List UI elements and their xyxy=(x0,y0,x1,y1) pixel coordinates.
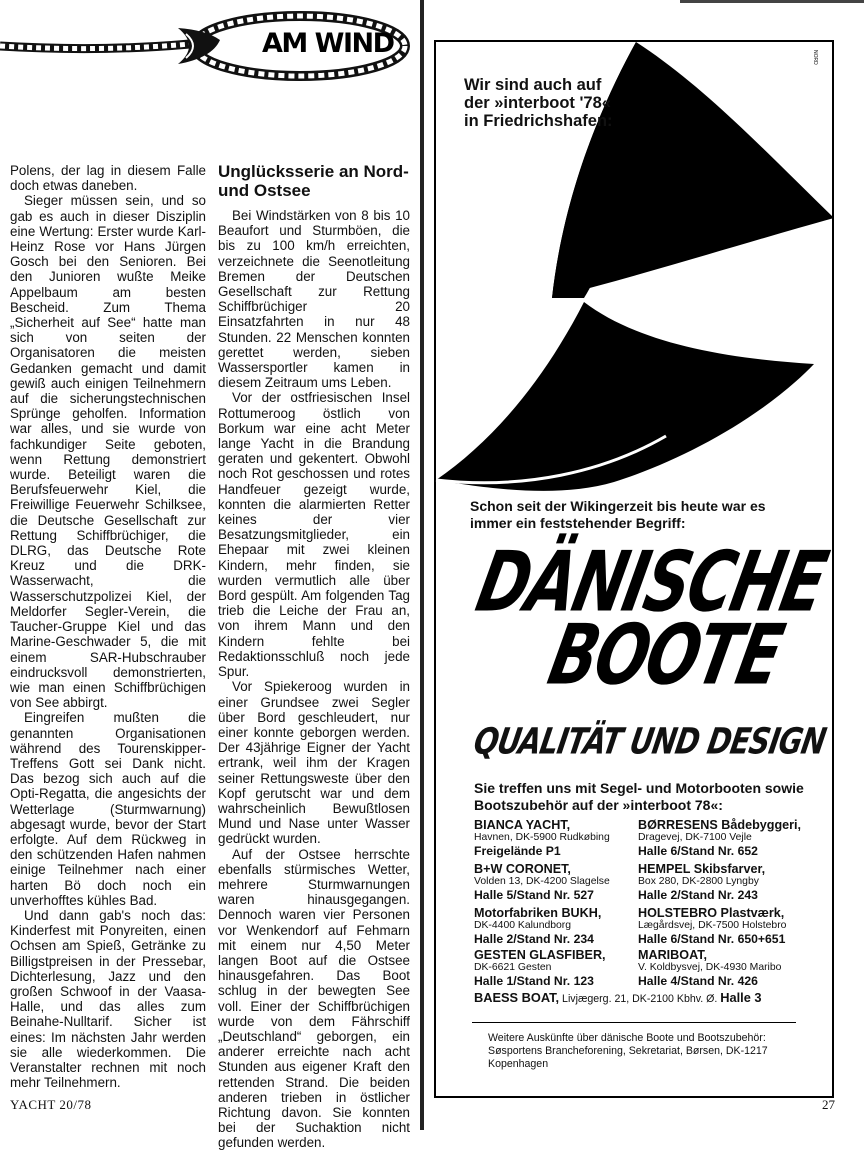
dealer-stand: Halle 2/Stand Nr. 234 xyxy=(474,931,594,946)
dealer-entry xyxy=(474,948,636,988)
dealer-name: GESTEN GLASFIBER, xyxy=(474,948,606,962)
dealer-name: HOLSTEBRO Plastværk, xyxy=(638,906,785,920)
dealer-entry xyxy=(474,862,636,902)
dealer-name: BIANCA YACHT, xyxy=(474,818,571,832)
tagline: QUALITÄT UND DESIGN xyxy=(470,721,829,763)
article-column-2 xyxy=(218,208,410,1151)
dealer-address: Box 280, DK-2800 Lyngby xyxy=(638,876,759,887)
dealer-address: Havnen, DK-5900 Rudkøbing xyxy=(474,832,610,843)
dealer-entry xyxy=(638,862,808,902)
magazine-issue: YACHT 20/78 xyxy=(10,1097,92,1112)
dealer-entry xyxy=(474,818,634,858)
dealer-address: Volden 13, DK-4200 Slagelse xyxy=(474,876,610,887)
ad-headline: Wir sind auch auf der »interboot '78« in Friedrichshafen: xyxy=(464,76,613,130)
dealer-entry xyxy=(474,906,636,946)
dealer-stand: Freigelände P1 xyxy=(474,843,561,858)
paragraph: Auf der Ostsee herrschte ebenfalls stürmisches Wetter, mehrere Sturmwarnungen waren hinausgegangen. Dennoch waren vier Personen vor Wenkendorf auf Fehmarn mit einem nur 4,50 Meter langen Boot auf die Ostsee hinausgefahren. Das Boot schlug in der bewegten See voll. Einer der Schiffbrüchigen wurde von dem Fährschiff „Deutschland“ geborgen, ein anderer erreichte nach acht Stunden aus eigener Kraft den rettenden Strand. Die beiden anderen trieben in östlicher Richtung davon. Sie konnten bei der Suchaktion nicht gefunden werden. xyxy=(218,846,410,1151)
dealer-entry xyxy=(638,818,808,858)
dealer-address: DK-4400 Kalundborg xyxy=(474,920,572,931)
dealer-address: DK-6621 Gesten xyxy=(474,962,552,973)
dealer-address: Lægårdsvej, DK-7500 Holstebro xyxy=(638,920,787,931)
column-divider xyxy=(420,0,424,1130)
article-column-1 xyxy=(10,163,206,1090)
paragraph: Eingreifen mußten die genannten Organisationen während des Tourenskipper-Treffens Gott sei Dank nicht. Das bezog sich auch auf die Opti-Regatta, die angesichts der Wetterlage (Sturmwarnung) abgesagt wurde, bevor der Start erfolgte. Auf dem Rückweg in den schützenden Hafen nahmen einige Teilnehmer nach einer harten Bö doch noch ein unverhofftes kühles Bad. xyxy=(10,710,206,908)
dealer-entry-baess xyxy=(474,990,762,1005)
paragraph: Bei Windstärken von 8 bis 10 Beaufort und Sturmböen, die bis zu 100 km/h erreichten, verzeichnete die Seenotleitung Bremen der Deutschen Gesellschaft zur Rettung Schiffbrüchiger 20 Einsatzfahrten in nur 48 Stunden. 22 Menschen konnten gerettet werden, sieben Wassersportler kamen in diesem Zeitraum ums Leben. xyxy=(218,208,410,391)
section-title: AM WIND xyxy=(262,28,394,59)
dealer-stand: Halle 4/Stand Nr. 426 xyxy=(638,973,758,988)
paragraph: Und dann gab's noch das: Kinderfest mit Ponyreiten, einen Ochsen am Spieß, Getränke zu Billigstpreisen in der Pressebar, Dichterlesung, Jazz und den großen Schwoof in der Vaasa-Halle, und das alles zum Beinahe-Nulltarif. Sicher ist eines: Im nächsten Jahr werden sie alle wiederkommen. Die Veranstalter rechnen mit noch mehr Teilnehmern. xyxy=(10,907,206,1091)
paragraph: Vor der ostfriesischen Insel Rottumeroog östlich von Borkum war eine acht Meter lange Yacht in die Brandung geraten und gekentert. Obwohl noch Rot geschossen und rotes Handfeuer gezeigt wurde, konnten die alarmierten Retter keines der vier Besatzungsmitglieder, ein Ehepaar mit zwei kleinen Kindern, mehr finden, sie wurden vermutlich alle über Bord gespült. Am folgenden Tag trieb die Leiche der Frau an, von ihrem Mann und den Kindern fehlte bei Redaktionsschluß noch jede Spur. xyxy=(218,390,410,680)
ad-intro: Sie treffen uns mit Segel- und Motorbooten sowie Bootszubehör auf der »interboot 78«: xyxy=(474,780,804,813)
dealer-stand: Halle 2/Stand Nr. 243 xyxy=(638,887,758,902)
dealer-entry xyxy=(638,948,808,988)
dealer-name: MARIBOAT, xyxy=(638,948,708,962)
page-number: 27 xyxy=(822,1097,835,1112)
headline-boote: BOOTE xyxy=(540,606,790,704)
paragraph: Polens, der lag in diesem Falle doch etwas daneben. xyxy=(10,163,206,194)
dealer-stand: Halle 6/Stand Nr. 650+651 xyxy=(638,931,786,946)
agency-mark: NORD xyxy=(812,50,818,65)
paragraph: Vor Spiekeroog wurden in einer Grundsee zwei Segler über Bord geschleudert, nur einer konnte geborgen werden. Der 43jährige Eigner der Yacht ertrank, weil ihm der Kragen seiner Rettungsweste über den Kopf gerutscht war und dem wahrscheinlich Bewußtlosen Mund und Nase unter Wasser gedrückt wurden. xyxy=(218,679,410,847)
dealer-address: V. Koldbysvej, DK-4930 Maribo xyxy=(638,962,782,973)
dealer-address: Livjægerg. 21, DK-2100 Kbhv. Ø. xyxy=(562,993,718,1005)
dealer-name: HEMPEL Skibsfarver, xyxy=(638,862,766,876)
dealer-stand: Halle 3 xyxy=(720,990,762,1005)
headline-daenische: DÄNISCHE xyxy=(468,533,834,631)
article-heading: Unglücksserie an Nord- und Ostsee xyxy=(218,162,409,200)
dealer-address: Dragevej, DK-7100 Vejle xyxy=(638,832,752,843)
dealer-name: BAESS BOAT, xyxy=(474,990,560,1005)
ad-subline: Schon seit der Wikingerzeit bis heute war es immer ein feststehender Begriff: xyxy=(470,498,766,531)
top-rule xyxy=(680,0,864,3)
dealer-stand: Halle 1/Stand Nr. 123 xyxy=(474,973,594,988)
paragraph: Sieger müssen sein, und so gab es auch in dieser Disziplin eine Wertung: Erster wurde Karl-Heinz Rose vor Hans Jürgen Gosch bei den Senioren. Bei den Junioren wußte Meike Appelbaum am besten Bescheid. Zum Thema „Sicherheit auf See“ hatte man sich von seiten der Organisatoren die meisten Gedanken gemacht und damit gewiß auch einigen Teilnehmern auf die sicherungstechnischen Sprünge geholfen. Information war alles, und sie wurde von fachkundiger Seite geboten, wenn Rettung demonstriert wurde. Beteiligt waren die Berufsfeuerwehr Kiel, die Freiwillige Feuerwehr Schilksee, die Deutsche Gesellschaft zur Rettung Schiffbrüchiger, die DLRG, das Deutsche Rote Kreuz und die DRK-Wasserwacht, die Wasserschutzpolizei Kiel, der Meldorfer Segler-Verein, die Taucher-Gruppe Kiel und das Marine-Geschwader 5, die mit einem SAR-Hubschrauber eindrucksvoll demonstrierten, wie man einen Schiffbrüchigen von See abbirgt. xyxy=(10,193,206,711)
ad-footer-text: Weitere Auskünfte über dänische Boote und Bootszubehör: Søsportens Brancheforening, Sekretariat, Børsen, DK-1217 Kopenhagen xyxy=(488,1032,768,1070)
dealer-name: BØRRESENS Bådebyggeri, xyxy=(638,818,802,832)
dealer-name: Motorfabriken BUKH, xyxy=(474,906,602,920)
dealer-stand: Halle 5/Stand Nr. 527 xyxy=(474,887,594,902)
dealer-stand: Halle 6/Stand Nr. 652 xyxy=(638,843,758,858)
dealer-name: B+W CORONET, xyxy=(474,862,571,876)
dealer-entry xyxy=(638,906,818,946)
